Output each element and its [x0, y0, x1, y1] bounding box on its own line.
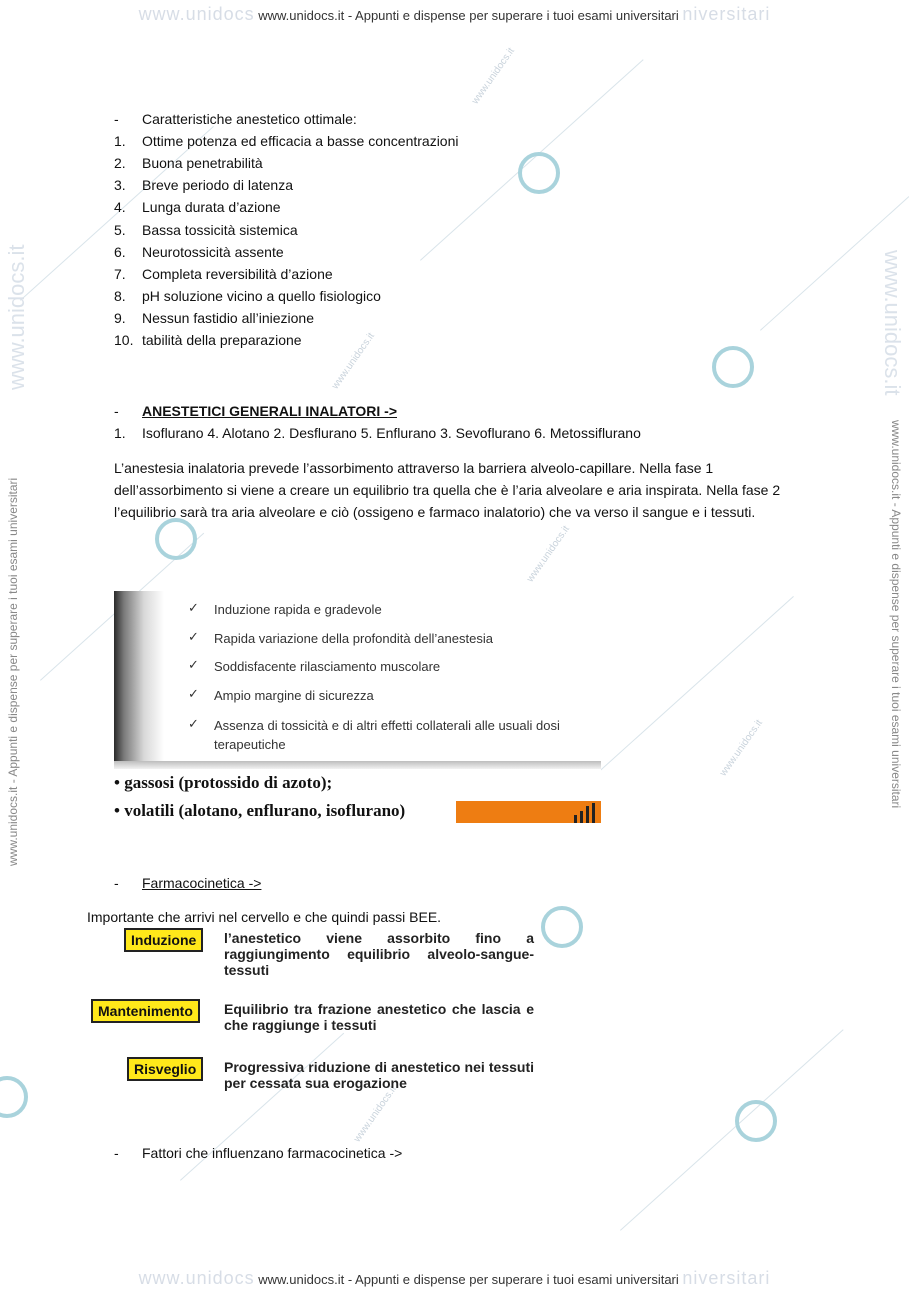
list-number: 10.	[114, 332, 134, 348]
orange-block	[456, 801, 601, 823]
list-number: 9.	[114, 310, 126, 326]
phase-tag-mantenimento: Mantenimento	[91, 999, 200, 1023]
list-number: 5.	[114, 222, 126, 238]
checklist-item: Soddisfacente rilasciamento muscolare	[214, 659, 441, 674]
section-heading: Farmacocinetica ->	[142, 875, 262, 891]
watermark-small: www.unidocs.it	[718, 717, 765, 779]
list-item: Completa reversibilità d’azione	[142, 266, 333, 282]
watermark-header: www.unidocs www.unidocs.it - Appunti e dispense per superare i tuoi esami universitari niversitari	[138, 4, 771, 24]
unidocs-logo-icon	[735, 1100, 777, 1142]
volatili-line: • volatili (alotano, enflurano, isoflurano)	[114, 801, 406, 820]
checklist-item: Induzione rapida e gradevole	[214, 602, 382, 617]
watermark-line	[620, 1029, 844, 1230]
paragraph: L’anestesia inalatoria prevede l’assorbimento attraverso la barriera alveolo-capillare. Nella fase 1 dell’assorbimento si viene a creare un equilibrio tra quella che è l’aria alveolare e aria inspirata. Nella fase 2 l’equilibrio sarà tra aria alveolare e ciò (ossigeno e farmaco inalatorio) che va verso il sangue e i tessuti.	[114, 460, 781, 520]
phase-text: l’anestetico viene assorbito fino a raggiungimento equilibrio alveolo-sangue-tessuti	[224, 930, 534, 978]
watermark-right-ghost: www.unidocs.it	[880, 250, 905, 396]
watermark-left: www.unidocs.it - Appunti e dispense per superare i tuoi esami universitari	[6, 477, 20, 866]
phase-tag-induzione: Induzione	[124, 928, 203, 952]
list-number: 6.	[114, 244, 126, 260]
checklist-item: Assenza di tossicità e di altri effetti collaterali alle usuali dosi terapeutiche	[214, 718, 560, 752]
checklist-item: Rapida variazione della profondità dell’anestesia	[214, 631, 493, 646]
phase-text: Equilibrio tra frazione anestetico che lascia e che raggiunge i tessuti	[224, 1001, 534, 1033]
watermark-left-ghost: www.unidocs.it	[4, 244, 29, 390]
list-item: Nessun fastidio all’iniezione	[142, 310, 314, 326]
list-item: Breve periodo di latenza	[142, 177, 293, 193]
check-icon: ✓	[188, 686, 199, 701]
unidocs-logo-icon	[0, 1076, 28, 1118]
watermark-small: www.unidocs.it	[525, 523, 572, 585]
watermark-small: www.unidocs.it	[352, 1083, 399, 1145]
list-item: Isoflurano 4. Alotano 2. Desflurano 5. Enflurano 3. Sevoflurano 6. Metossiflurano	[142, 425, 641, 441]
list-number: 1.	[114, 133, 126, 149]
watermark-small: www.unidocs.it	[330, 330, 377, 392]
watermark-small: www.unidocs.it	[470, 45, 517, 107]
bullet: -	[114, 1145, 119, 1161]
image-divider	[114, 761, 601, 769]
list-item: Bassa tossicità sistemica	[142, 222, 298, 238]
list-number: 7.	[114, 266, 126, 282]
phase-text: Progressiva riduzione di anestetico nei tessuti per cessata sua erogazione	[224, 1059, 534, 1091]
list-item: tabilità della preparazione	[142, 332, 302, 348]
list-item: Lunga durata d’azione	[142, 199, 281, 215]
list-number: 4.	[114, 199, 126, 215]
section-heading: ANESTETICI GENERALI INALATORI ->	[142, 403, 397, 419]
list-number: 8.	[114, 288, 126, 304]
check-icon: ✓	[188, 716, 199, 731]
bar-icon	[456, 801, 601, 823]
watermark-footer: www.unidocs www.unidocs.it - Appunti e dispense per superare i tuoi esami universitari niversitari	[138, 1268, 771, 1288]
bullet: -	[114, 403, 119, 419]
watermark-line	[600, 596, 794, 771]
note: Importante che arrivi nel cervello e che quindi passi BEE.	[87, 909, 442, 925]
bullet: -	[114, 111, 119, 127]
phase-tag-risveglio: Risveglio	[127, 1057, 203, 1081]
unidocs-logo-icon	[155, 518, 197, 560]
check-icon: ✓	[188, 657, 199, 672]
unidocs-logo-icon	[518, 152, 560, 194]
inhalational-properties-image	[114, 591, 601, 823]
unidocs-logo-icon	[541, 906, 583, 948]
watermark-header-text: www.unidocs.it - Appunti e dispense per superare i tuoi esami universitari	[258, 8, 679, 23]
list-number: 2.	[114, 155, 126, 171]
section-heading: Fattori che influenzano farmacocinetica ->	[142, 1145, 403, 1161]
check-icon: ✓	[188, 600, 199, 615]
list-item: pH soluzione vicino a quello fisiologico	[142, 288, 381, 304]
list-item: Neurotossicità assente	[142, 244, 284, 260]
section-heading: Caratteristiche anestetico ottimale:	[142, 111, 357, 127]
unidocs-logo-icon	[712, 346, 754, 388]
list-item: Ottime potenza ed efficacia a basse concentrazioni	[142, 133, 459, 149]
check-icon: ✓	[188, 629, 199, 644]
watermark-right: www.unidocs.it - Appunti e dispense per superare i tuoi esami universitari	[889, 420, 903, 809]
list-number: 3.	[114, 177, 126, 193]
image-shadow	[114, 591, 164, 769]
list-item: Buona penetrabilità	[142, 155, 263, 171]
watermark-footer-text: www.unidocs.it - Appunti e dispense per superare i tuoi esami universitari	[258, 1272, 679, 1287]
gassosi-line: • gassosi (protossido di azoto);	[114, 773, 333, 792]
list-number: 1.	[114, 425, 126, 441]
checklist-item: Ampio margine di sicurezza	[214, 688, 374, 703]
bullet: -	[114, 875, 119, 891]
